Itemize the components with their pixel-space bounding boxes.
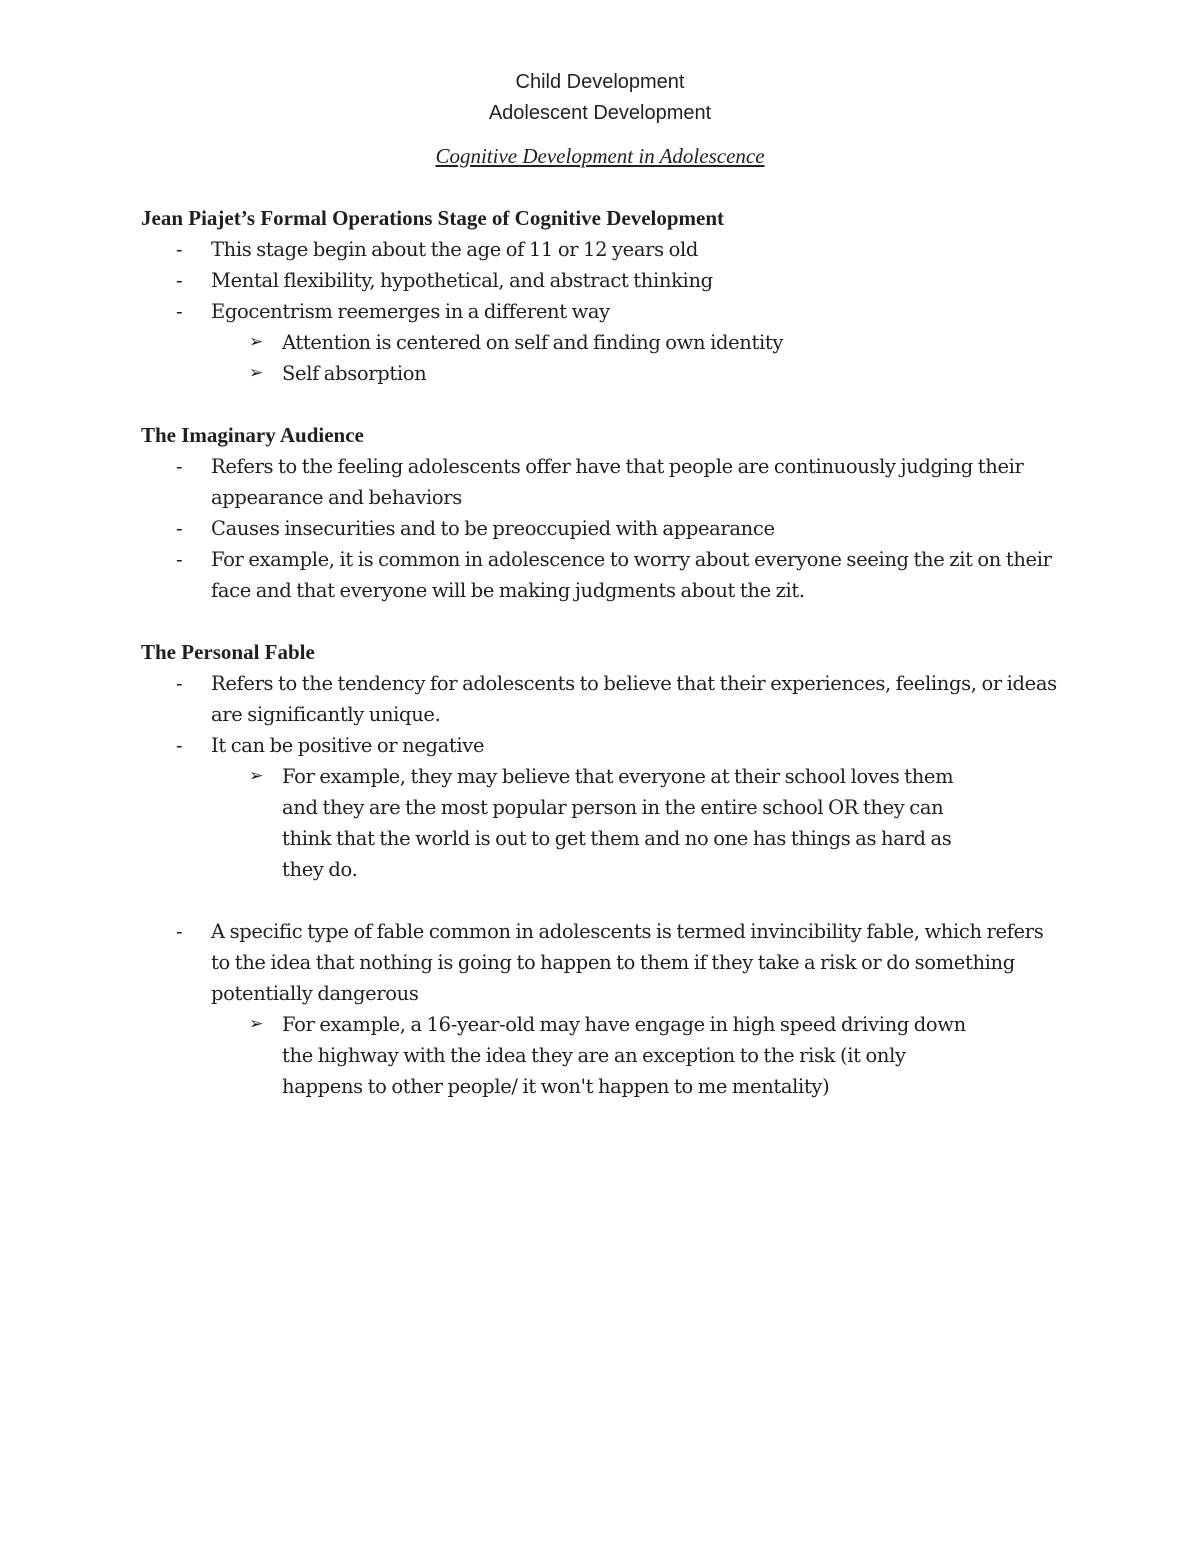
list-item-text: A specific type of fable common in adolescents is termed invincibility fable, which refers to the idea that nothing is going to happen to them if they take a risk or do something potentially dangerous bbox=[211, 920, 1044, 1005]
list-item-text: Egocentrism reemerges in a different way bbox=[211, 300, 610, 323]
list-item bbox=[141, 916, 1061, 1102]
unit-title: Adolescent Development bbox=[488, 102, 712, 124]
list-item-text: Refers to the tendency for adolescents to believe that their experiences, feelings, or ideas are significantly unique. bbox=[211, 672, 1057, 726]
sub-list-item bbox=[211, 358, 991, 389]
list-item-text: Refers to the feeling adolescents offer have that people are continuously judging their appearance and behaviors bbox=[211, 455, 1024, 509]
list-item bbox=[141, 544, 1061, 606]
list-item-text: It can be positive or negative bbox=[211, 734, 485, 757]
arrow-bullet-icon: ➢ bbox=[249, 332, 263, 352]
section-heading: Jean Piajet’s Formal Operations Stage of Cognitive Development bbox=[141, 206, 725, 230]
sub-list-item-text: Attention is centered on self and finding own identity bbox=[282, 331, 784, 354]
list-item bbox=[141, 296, 1061, 389]
page-title: Cognitive Development in Adolescence bbox=[435, 144, 765, 168]
sub-list-item bbox=[211, 761, 991, 885]
section-formal-operations bbox=[141, 203, 1061, 389]
list-item-text: This stage begin about the age of 11 or 12 years old bbox=[211, 238, 699, 261]
blank-line bbox=[141, 885, 1061, 916]
sub-list-item bbox=[211, 327, 991, 358]
arrow-bullet-icon: ➢ bbox=[249, 1014, 263, 1034]
list-item bbox=[141, 668, 1061, 730]
section-heading: The Imaginary Audience bbox=[141, 423, 364, 447]
list-item-text: For example, it is common in adolescence to worry about everyone seeing the zit on their face and that everyone will be making judgments about the zit. bbox=[211, 548, 1052, 602]
sub-list-item-text: Self absorption bbox=[282, 362, 427, 385]
sub-bullet-list bbox=[211, 1009, 1061, 1102]
section-personal-fable bbox=[141, 637, 1061, 1102]
document-body bbox=[141, 203, 1061, 1133]
arrow-bullet-icon: ➢ bbox=[249, 363, 263, 383]
sub-list-item-text: For example, they may believe that everyone at their school loves them and they are the most popular person in the entire school OR they can think that the world is out to get them and no one has things as hard as they do. bbox=[282, 765, 954, 881]
sub-list-item bbox=[211, 1009, 991, 1102]
list-item bbox=[141, 451, 1061, 513]
list-item bbox=[141, 730, 1061, 885]
list-item bbox=[141, 265, 1061, 296]
section-imaginary-audience bbox=[141, 420, 1061, 606]
section-heading: The Personal Fable bbox=[141, 640, 315, 664]
sub-bullet-list bbox=[211, 327, 1061, 389]
list-item-text: Mental flexibility, hypothetical, and abstract thinking bbox=[211, 269, 713, 292]
sub-list-item-text: For example, a 16-year-old may have engage in high speed driving down the highway with the idea they are an exception to the risk (it only happens to other people/ it won't happen to me mentality) bbox=[282, 1013, 966, 1098]
sub-bullet-list bbox=[211, 761, 1061, 885]
list-item bbox=[141, 513, 1061, 544]
bullet-list bbox=[141, 451, 1061, 606]
bullet-list bbox=[141, 234, 1061, 389]
arrow-bullet-icon: ➢ bbox=[249, 766, 263, 786]
course-title: Child Development bbox=[515, 71, 685, 93]
list-item-text: Causes insecurities and to be preoccupied with appearance bbox=[211, 517, 775, 540]
list-item bbox=[141, 234, 1061, 265]
bullet-list bbox=[141, 916, 1061, 1102]
bullet-list bbox=[141, 668, 1061, 885]
